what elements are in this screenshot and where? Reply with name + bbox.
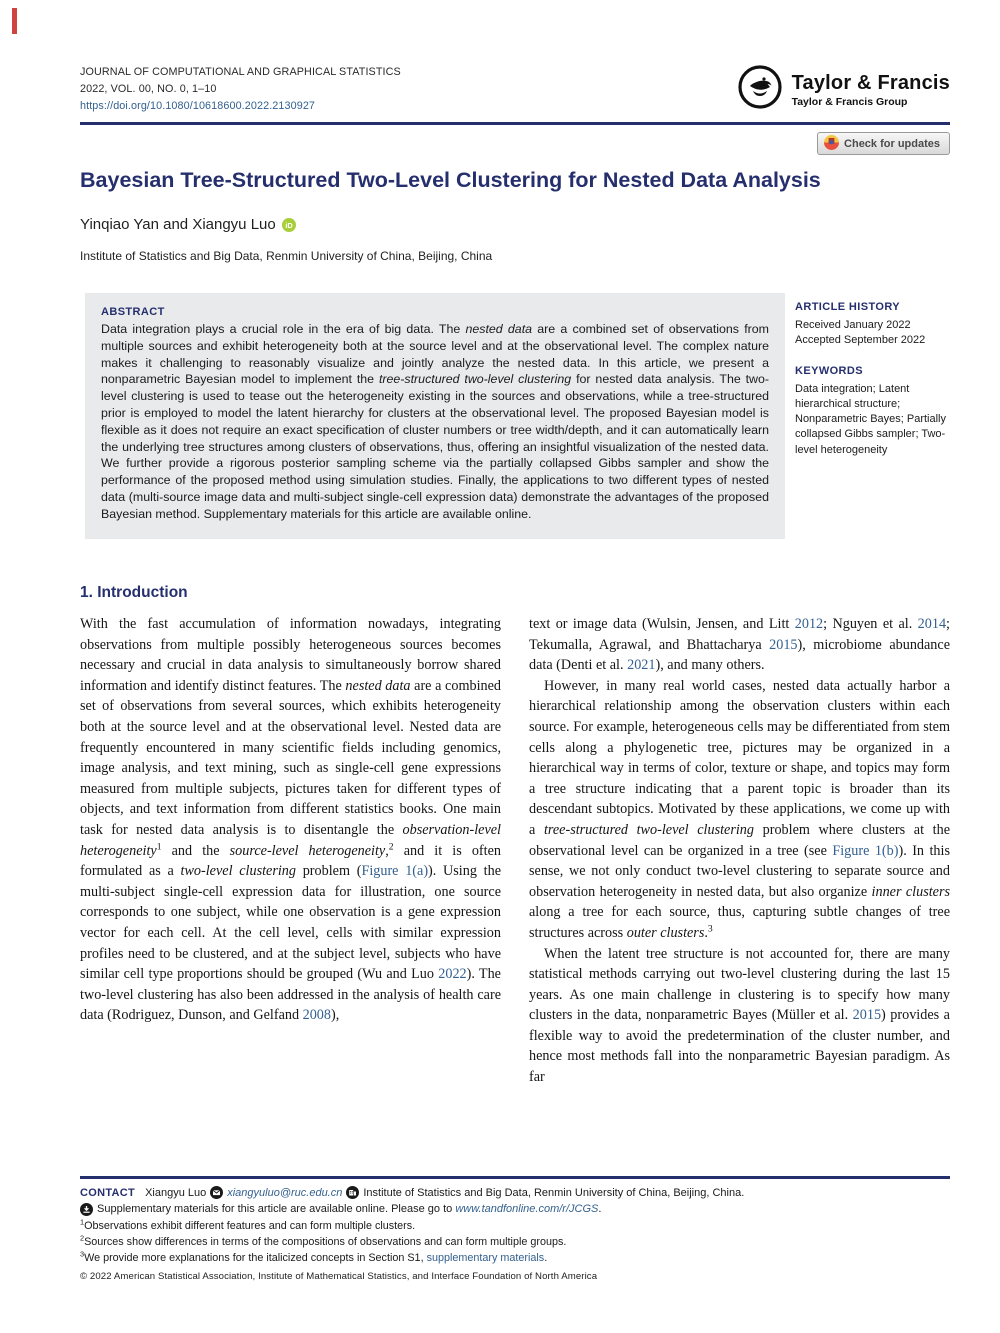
taylor-francis-logo-icon bbox=[737, 64, 783, 115]
journal-volume-issue: 2022, VOL. 00, NO. 0, 1–10 bbox=[80, 83, 217, 95]
inline-link[interactable]: www.tandfonline.com/r/JCGS bbox=[455, 1203, 599, 1215]
text-segment: ), bbox=[330, 1007, 340, 1024]
text-segment: 3 bbox=[80, 1249, 85, 1259]
abstract-heading: ABSTRACT bbox=[101, 306, 165, 318]
copyright-line: © 2022 American Statistical Association, Institute of Mathematical Statistics, and Interface Foundation of North America bbox=[80, 1271, 598, 1283]
text-segment: source-level heterogeneity bbox=[229, 842, 386, 859]
article-history-heading: ARTICLE HISTORY bbox=[795, 301, 901, 313]
contact-line bbox=[80, 1185, 950, 1202]
contact-email-link[interactable]: xiangyuluo@ruc.edu.cn bbox=[227, 1186, 343, 1199]
text-segment: ) provides a flexible way to avoid the predetermination of the cluster number, and hence most methods fall into the nonparametric Bayesian paradigm. As far bbox=[529, 1007, 950, 1086]
article-title: Bayesian Tree-Structured Two-Level Clustering for Nested Data Analysis bbox=[80, 168, 821, 192]
inline-link[interactable]: 2015 bbox=[769, 636, 798, 653]
text-segment: When the latent tree structure is not accounted for, there are many statistical methods carrying out two-level clustering during the last 15 years. As one main challenge in clustering is to specify how many clusters in the data, nonparametric Bayes (Müller et al. bbox=[529, 945, 950, 1024]
text-segment: outer clusters bbox=[626, 924, 705, 941]
contact-name: Xiangyu Luo bbox=[145, 1186, 207, 1199]
page-footer bbox=[80, 1176, 950, 1286]
text-segment: two-level clustering bbox=[180, 863, 296, 880]
text-segment: We provide more explanations for the italicized concepts in Section S1, bbox=[84, 1251, 427, 1264]
text-segment: ). In this sense, we not only conduct two-level clustering to separate source and observation heterogeneity in nested data, but also organize bbox=[529, 842, 950, 900]
author-names: Yinqiao Yan and Xiangyu Luo bbox=[80, 216, 276, 233]
header-rule bbox=[80, 122, 950, 125]
intro-left-column bbox=[80, 614, 501, 1088]
text-segment: along a tree for each source, thus, capturing subtle changes of tree structures across bbox=[529, 904, 950, 941]
text-segment: With the fast accumulation of information nowadays, integrating observations from multiple possibly heterogeneous sources becomes necessary and crucial in data analysis to simultaneously borrow shared information and identify distinct features. The bbox=[80, 616, 501, 694]
text-segment: ). Using the multi-subject single-cell expression data for illustration, one source corresponds to one subject, while one observation is a gene expression vector for each cell. At the cell level, cells with similar expression profiles need to be clustered, and at the subject level, subjects who have similar cell type proportions should be grouped (Wu and Luo bbox=[80, 863, 501, 983]
text-segment: are a combined set of observations from multiple sources and exhibit heterogeneity both at the source level and at the observational level. The complex nature makes it challenging to reasonably visualize and jointly analyze the nested data. In this article, we present a nonparametric Bayesian model to implement the bbox=[101, 322, 769, 387]
history-received: Received January 2022 bbox=[795, 319, 911, 332]
contact-label: CONTACT bbox=[80, 1186, 136, 1199]
orcid-icon[interactable] bbox=[282, 218, 296, 232]
svg-text:iD: iD bbox=[284, 220, 293, 230]
text-segment: tree-structured two-level clustering bbox=[378, 372, 572, 387]
supplemental-material-icon bbox=[80, 1203, 93, 1216]
abstract-section bbox=[85, 293, 785, 539]
journal-name: JOURNAL OF COMPUTATIONAL AND GRAPHICAL STATISTICS bbox=[80, 66, 401, 78]
text-segment: ; Nguyen et al. bbox=[823, 616, 918, 632]
text-segment: are a combined set of observations from several sources, which exhibits heterogeneity both at the source level and at the observational level. Nested data are frequently encountered in many scientific fields including genomics, image analysis, and text mining, such as single-cell gene expressions measured from multiple subjects, pictures taken for different types of objects, and text information from different statistics books. One main task for nested data analysis is to disentangle the bbox=[80, 677, 501, 838]
text-segment: for nested data analysis. The two-level clustering is used to tease out the heterogeneity existing in the sources and observations, while a tree-structured prior is employed to model the latent hierarchy for clusters at the observational level. The proposed Bayesian model is flexible as it does not require an exact specification of cluster numbers or tree width/depth, and it can automatically learn the underlying tree structures among clusters of observations, thus, offering an insightful visualization of the nested data. We further provide a rigorous posterior sampling scheme via the partially collapsed Gibbs sampler and show the performance of the proposed method using simulation studies. Finally, the applications to two different types of nested data (multi-source image data and multi-subject single-cell expression data) demonstrate the advantages of the proposed Bayesian method. Supplementary materials for this article are available online. bbox=[101, 372, 770, 521]
check-for-updates-button[interactable] bbox=[817, 132, 950, 155]
text-segment: nested data bbox=[465, 322, 533, 336]
body-columns bbox=[80, 614, 950, 1088]
intro-right-column bbox=[529, 614, 950, 1088]
text-segment: ), microbiome abundance data (Denti et al. bbox=[529, 636, 950, 674]
text-segment: Sources show differences in terms of the compositions of observations and can form multiple groups. bbox=[84, 1235, 567, 1248]
text-segment: problem ( bbox=[295, 863, 362, 880]
footnote-3 bbox=[80, 1250, 950, 1266]
inline-link[interactable]: 2008 bbox=[302, 1007, 331, 1024]
text-segment: ). The two-level clustering has also been addressed in the analysis of health care data (Rodriguez, Dunson, and Gelfand bbox=[80, 966, 501, 1024]
text-segment: text or image data (Wulsin, Jensen, and Litt bbox=[529, 616, 795, 632]
publisher-logo bbox=[737, 64, 950, 115]
building-icon bbox=[346, 1186, 359, 1199]
text-segment: 2 bbox=[388, 840, 394, 852]
text-segment: 3 bbox=[707, 923, 713, 935]
text-segment: and it is often formulated as a bbox=[80, 842, 501, 880]
crop-mark bbox=[12, 8, 17, 34]
crossmark-icon bbox=[824, 135, 839, 153]
text-segment: 2 bbox=[80, 1233, 85, 1243]
text-segment: 1 bbox=[156, 840, 162, 852]
history-accepted: Accepted September 2022 bbox=[795, 334, 926, 347]
contact-affiliation: Institute of Statistics and Big Data, Renmin University of China, Beijing, China. bbox=[363, 1186, 745, 1199]
text-segment: . bbox=[704, 924, 708, 941]
check-for-updates-label: Check for updates bbox=[844, 137, 940, 150]
supplementary-note bbox=[97, 1201, 601, 1218]
intro-paragraph-1-continued bbox=[529, 614, 950, 676]
inline-link[interactable]: 2015 bbox=[852, 1007, 882, 1024]
keywords-text: Data integration; Latent hierarchical structure; Nonparametric Bayes; Partially collapsed Gibbs sampler; Two-level heterogeneity bbox=[795, 382, 947, 456]
intro-paragraph-1 bbox=[80, 614, 501, 1026]
intro-paragraph-2 bbox=[529, 676, 950, 944]
inline-link[interactable]: 2014 bbox=[917, 616, 947, 632]
text-segment: . bbox=[544, 1251, 548, 1264]
text-segment: ), and many others. bbox=[655, 657, 765, 674]
footer-rule bbox=[80, 1176, 950, 1179]
inline-link[interactable]: 2022 bbox=[438, 966, 467, 983]
email-icon bbox=[210, 1186, 223, 1199]
supplementary-line bbox=[80, 1201, 950, 1218]
text-segment: observation-level heterogeneity bbox=[80, 821, 501, 859]
text-segment: inner clusters bbox=[871, 883, 951, 900]
text-segment: tree-structured two-level clustering bbox=[543, 821, 754, 838]
article-meta-column bbox=[795, 300, 955, 458]
text-segment: ; Tekumalla, Agrawal, and Bhattacharya bbox=[529, 616, 950, 653]
text-segment: Supplementary materials for this article are available online. Please go to bbox=[97, 1203, 456, 1215]
section-heading-introduction: 1. Introduction bbox=[80, 584, 188, 601]
footnote-2 bbox=[80, 1234, 950, 1250]
abstract-text bbox=[101, 321, 769, 523]
inline-link[interactable]: Figure 1(b) bbox=[832, 842, 899, 859]
intro-paragraph-3 bbox=[529, 944, 950, 1088]
inline-link[interactable]: 2012 bbox=[794, 616, 824, 632]
doi-link[interactable]: https://doi.org/10.1080/10618600.2022.2130927 bbox=[80, 100, 316, 112]
text-segment: nested data bbox=[345, 677, 411, 694]
publisher-wordmark bbox=[792, 72, 950, 108]
text-segment: Data integration plays a crucial role in the era of big data. The bbox=[101, 322, 466, 336]
masthead bbox=[80, 64, 950, 115]
text-segment: . bbox=[598, 1203, 602, 1215]
text-segment: problem where clusters at the observational level can be organized in a tree (see bbox=[529, 821, 950, 859]
inline-link[interactable]: supplementary materials bbox=[426, 1251, 545, 1264]
inline-link[interactable]: Figure 1(a) bbox=[361, 863, 429, 880]
text-segment: and the bbox=[161, 842, 230, 859]
publisher-name: Taylor & Francis bbox=[791, 71, 950, 94]
author-affiliation: Institute of Statistics and Big Data, Renmin University of China, Beijing, China bbox=[80, 249, 493, 263]
text-segment: , bbox=[385, 842, 389, 859]
text-segment: 1 bbox=[80, 1216, 85, 1226]
footnote-1 bbox=[80, 1218, 950, 1234]
keywords-heading: KEYWORDS bbox=[795, 364, 863, 377]
publisher-group: Taylor & Francis Group bbox=[791, 95, 908, 108]
inline-link[interactable]: 2021 bbox=[627, 657, 656, 674]
text-segment: Observations exhibit different features and can form multiple clusters. bbox=[84, 1219, 416, 1232]
text-segment: However, in many real world cases, nested data actually harbor a hierarchical relationship among the observation clusters within each source. For example, heterogeneous cells may be differentiated from stem cells along a phylogenetic tree, pictures may be organized in a hierarchical way in terms of color, texture or shape, and topics may form a tree structure indicating that a parent topic is broader than its descendant subtopics. Motivated by these applications, we come up with a bbox=[529, 677, 950, 838]
